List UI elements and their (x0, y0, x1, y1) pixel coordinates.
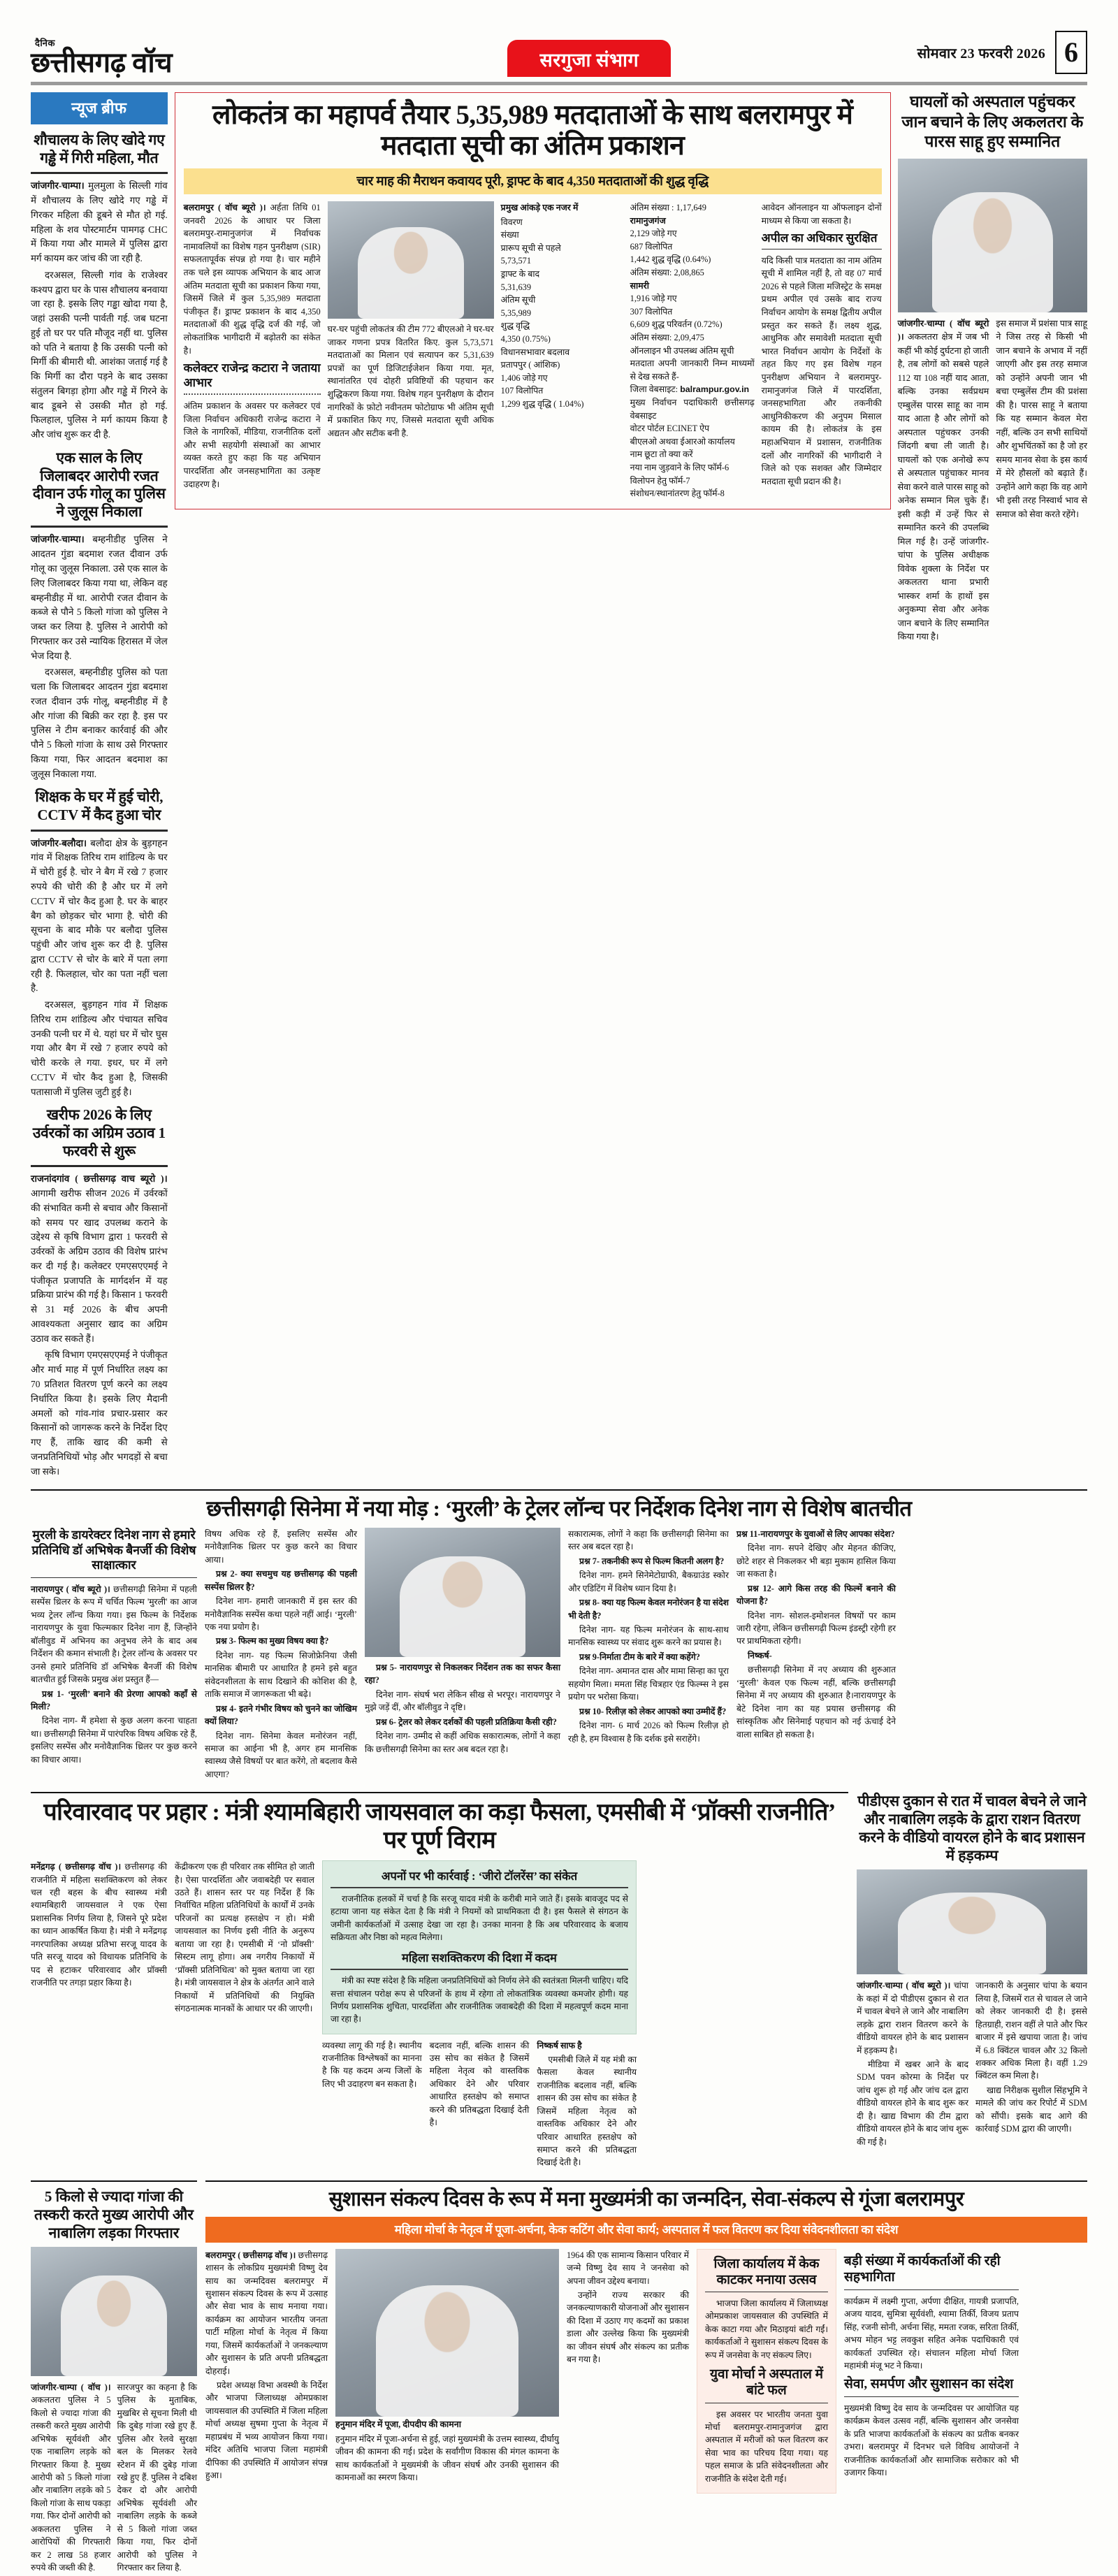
stat-label: प्रारूप सूची से पहले (500, 243, 561, 253)
assembly-line: 6,609 शुद्ध परिवर्तन (0.72%) (630, 319, 723, 330)
qa-answer: दिनेश नाग- उम्मीद से कहीं अधिक सकारात्मक, लोगों ने कहा कि छत्तीसगढ़ी सिनेमा का स्तर अब बदल रहा है। (365, 1731, 560, 1754)
dateline: राजनांदगांव ( छत्तीसगढ़ वाच ब्यूरो )। (31, 1173, 168, 1185)
section-banner-wrap (261, 40, 917, 77)
logo-prefix: दैनिक (35, 38, 55, 48)
para-text: सकारात्मक, लोगों ने कहा कि छत्तीसगढ़ी सिनेमा का स्तर अब बदल रहा है। (568, 1528, 729, 1552)
minister-columns (31, 1860, 848, 2171)
dateline: जांजगीर-चाम्पा। (31, 534, 85, 545)
sidebar-headline: एक साल के लिए जिलाबदर आरोपी रजत दीवान उर्फ गोलू का पुलिस ने जुलूस निकाला (32, 449, 166, 520)
stat-label: ड्राफ्ट के बाद (500, 268, 540, 279)
para-text: छत्तीसगढ़ शासन के लोकप्रिय मुख्यमंत्री विष्णु देव साय का जन्मदिवस बलरामपुर में सुशासन संकल्प दिवस के रूप में उत्साह और सेवा भाव के साथ मनाया गया। कार्यक्रम का आयोजन भारतीय जनता पार्टी महिला मोर्चा के नेतृत्व में किया गया, जिसमें कार्यकर्ताओं ने जनकल्याण और सुशासन के प्रति अपनी प्रतिबद्धता दोहराई। (205, 2250, 328, 2376)
dateline: मनेंद्रगढ़ ( छत्तीसगढ़ वॉच )। (31, 1862, 122, 1872)
minister-story (31, 1792, 848, 2171)
closing-title: निष्कर्ष- (748, 1650, 772, 1660)
online-title: ऑनलाइन भी उपलब्ध अंतिम सूची (630, 345, 734, 356)
pds-col-1 (857, 1979, 968, 2150)
appeal-title: अपील का अधिकार सुरक्षित (761, 231, 878, 245)
ganja-col-1 (31, 2381, 111, 2576)
stat-row (501, 216, 623, 242)
cm-col-5 (844, 2249, 1019, 2494)
qa-question: प्रश्न 2- क्या सचमुच यह छत्तीसगढ़ की पहली सस्पेंस थ्रिलर है? (205, 1569, 357, 1592)
cinema-kicker: मुरली के डायरेक्टर दिनेश नाग से हमारे प्रतिनिधि डॉ अभिषेक बैनर्जी की विशेष साक्षात्कार (31, 1527, 196, 1572)
dateline: जांजगीर-चाम्पा ( वॉच ब्यूरो )। (857, 1981, 951, 1991)
para-text: हनुमान मंदिर में पूजा-अर्चना से हुई, जहां मुख्यमंत्री के उत्तम स्वास्थ्य, दीर्घायु जीवन की कामना की गई। प्रदेश के सर्वांगीण विकास की मंगल कामना के साथ कार्यकर्ताओं ने मुख्यमंत्री के जीवन संघर्ष और उनकी सुशासन की कामनाओं का स्मरण किया। (335, 2433, 560, 2483)
para-text: छत्तीसगढ़ की राजनीति में महिला सशक्तिकरण को लेकर चल रही बहस के बीच स्वास्थ्य मंत्री श्यामबिहारी जायसवाल ने एक ऐसा प्रशासनिक निर्णय लिया है, जिसने पूरे प्रदेश का ध्यान आकर्षित किया है। मंत्री ने मनेंद्रगढ़ नगरपालिका अध्यक्ष प्रतिभा सरजू यादव के पति सरजू यादव को विधायक प्रतिनिधि के पद से हटाकर परिवारवाद और प्रॉक्सी राजनीति पर तगड़ा प्रहार किया है। (31, 1862, 168, 1988)
qa-question: प्रश्न 4- इतने गंभीर विषय को चुनने का जोखिम क्यों लिया? (205, 1703, 357, 1727)
qa-answer: दिनेश नाग- हमारी जानकारी में इस स्तर की मनोवैज्ञानिक सस्पेंस कथा पहले नहीं आई। ‘मुरली’ एक नया प्रयोग है। (205, 1596, 357, 1632)
stat-value: 5,73,571 (500, 256, 532, 266)
logo-title: छत्तीसगढ़ वॉच (31, 47, 173, 78)
cm-col-3 (567, 2249, 689, 2494)
stat-value: 5,35,989 (500, 307, 532, 318)
para-text: दरअसल, बुड़गहन गांव में शिक्षक तिरिथ राम शांडिल्य और पंचायत सचिव उनकी पत्नी घर में थे. यहां घर में चोर घुस गया और बैग में रखे 7 हजार रुपये को चोरी करके ले गया. इधर, घर में लगे CCTV में चोर कैद हुआ है, जिसकी पतासाजी में पुलिस जुटी हुई है। (31, 999, 168, 1097)
bottom-section (15, 2180, 1103, 2576)
assembly-name: रामानुजगंज (630, 215, 666, 226)
assembly-line: अंतिम संख्या : 1,17,649 (630, 202, 706, 212)
dateline: जांजगीर-चाम्पा ( वॉच ब्यूरो )। (897, 318, 989, 342)
assembly-line: 1,442 शुद्ध वृद्धि (0.64%) (630, 254, 711, 265)
cinema-col-2 (205, 1528, 357, 1782)
conclusion-text: एमसीबी जिले में यह मंत्री का फैसला केवल स्थानीय राजनीतिक बदलाव नहीं, बल्कि शासन की उस सोच का संकेत है जिसमें महिला नेतृत्व को वास्तविक अधिकार देने और परिवार आधारित हस्तक्षेप को समाप्त करने की प्रतिबद्धता दिखाई देती है। (537, 2054, 637, 2168)
assembly-line: 2,129 जोड़े गए (630, 229, 677, 239)
sidebar-body (31, 1172, 168, 1479)
para-text: मुख्यमंत्री विष्णु देव साय के जन्मदिवस पर आयोजित यह कार्यक्रम केवल उत्सव नहीं, बल्कि सुशासन और जनसेवा के प्रति भाजपा कार्यकर्ताओं के संकल्प का प्रतीक बनकर उभरा। बलरामपुर में दिनभर चले विविध आयोजनों ने राजनीतिक कार्यकर्ताओं और सामाजिक सरोकार को भी उजागर किया। (844, 2403, 1019, 2478)
forms-line: नया नाम जुड़वाने के लिए फॉर्म-6 (630, 463, 729, 473)
assembly-block (501, 359, 623, 410)
lead-columns (184, 201, 882, 500)
qa-answer: दिनेश नाग- संघर्ष भरा लेकिन सीख से भरपूर। नारायणपुर ने मुझे जड़ें दीं, और बॉलीवुड ने दृष्टि। (365, 1689, 560, 1713)
qa-question: प्रश्न 7- तकनीकी रूप से फिल्म कितनी अलग है? (579, 1556, 725, 1566)
section-rule (31, 1489, 1087, 1491)
right-col-2 (996, 317, 1087, 646)
minister-lower-col-2 (430, 2039, 530, 2171)
masthead (15, 13, 1103, 77)
para-text: अकलतरा क्षेत्र में जब भी कहीं भी कोई दुर्घटना हो जाती है, तब लोगों को सबसे पहले 112 या 108 नहीं याद आता, बल्कि उनका सर्वप्रथम एम्बुलेंस पारस साहू का नाम याद आता है और लोगों को अस्पताल पहुंचकर उनकी जिंदगी बचा ली जाती है। घायलों को एक अनोखे रूप से अस्पताल पहुंचाकर मानव सेवा करने वाले पारस साहू को अनेक सम्मान मिल चुके हैं। इसी कड़ी में उन्हें फिर से सम्मानित करने की उपलब्धि मिल गई है। उन्हें जांजगीर-चांपा के पुलिस अधीक्षक विवेक शुक्ला के निर्देश पर अकलतरा थाना प्रभारी भास्कर शर्मा के हाथों इस अनुकम्पा सेवा और अनेक जान बचाने के लिए सम्मानित किया गया है। (897, 332, 989, 642)
lead-col-1 (184, 201, 321, 500)
minister-lower-cols (322, 2039, 637, 2171)
minister-conclusion (537, 2039, 637, 2171)
divider (31, 1165, 168, 1167)
para-text: केंद्रीकरण एक ही परिवार तक सीमित हो जाती है। ऐसा पारदर्शिता और जवाबदेही पर सवाल उठते हैं। शासन स्तर पर यह निर्देश हैं कि निर्वाचित महिला प्रतिनिधियों के कार्यों में उनके परिजनों का प्रत्यक्ष हस्तक्षेप न हो। मंत्री जायसवाल का निर्णय इसी नीति के अनुरूप बताया जा रहा है। एमसीबी में ‘नो प्रॉक्सी’ सिस्टम लागू होगा। अब नगरीय निकायों में ‘प्रॉक्सी प्रतिनिधित्व’ को मुक्त बताया जा रहा है। मंत्री जायसवाल ने क्षेत्र के अंतर्गत आने वाले निकायों में प्रतिनिधियों की नियुक्ति संगठनात्मक मानकों के आधार पर की जाएगी। (175, 1862, 314, 2013)
qa-answer: दिनेश नाग- सपने देखिए और मेहनत कीजिए, छोटे शहर से निकलकर भी बड़ा मुकाम हासिल किया जा सकता है। (736, 1543, 896, 1579)
district-website-link[interactable]: balrampur.gov.in (680, 384, 750, 395)
lead-subtitle: कलेक्टर राजेन्द्र कटारा ने जताया आभार (183, 361, 321, 389)
para-text: मीडिया में खबर आने के बाद SDM पवन कोरमा के निर्देश पर जांच शुरू हो गई और जांच दल द्वारा वीडियो वायरल होने के बाद शुरू कर दी है। खाद्य विभाग की टीम द्वारा वीडियो वायरल होने के बाद जांच शुरू की गई है। (857, 2060, 968, 2147)
assembly-line: 107 विलोपित (500, 386, 544, 396)
para-text: आगामी खरीफ सीजन 2026 में उर्वरकों की संभावित कमी से बचाव और किसानों को समय पर खाद उपलब्ध कराने के उद्देश्य से कृषि विभाग द्वारा 1 फरवरी से उर्वरकों के अग्रिम उठाव की विशेष प्रारंभ कर दी गई है। कलेक्टर एमएसएएमई ने पंजीकृत प्रजापति के मार्गदर्शन में यह प्रक्रिया प्रारंभ की गई है। किसान 1 फरवरी से 31 मई 2026 के बीच अपनी आवश्यकता अनुसार खाद का अग्रिम उठाव कर सकते हैं। (31, 1188, 168, 1344)
qa-question: प्रश्न 10- रिलीज़ को लेकर आपको क्या उम्मीदें हैं? (579, 1706, 727, 1716)
right-top-story (898, 92, 1087, 1481)
para-text: अर्हता तिथि 01 जनवरी 2026 के आधार पर जिला बलरामपुर-रामानुजगंज में निर्वाचक नामावलियों का विशेष गहन पुनरीक्षण (SIR) सफलतापूर्वक संपन्न हो गया है। चार महीने तक चले इस व्यापक अभियान के बाद आज अंतिम मतदाता सूची का प्रकाशन किया गया, जिसमें जिले में कुल 5,35,989 मतदाता पंजीकृत हैं। ड्राफ्ट प्रकाशन के बाद 4,350 मतदाताओं की शुद्ध वृद्धि दर्ज की गई, जो लोकतांत्रिक भागीदारी में बढ़ोतरी का संकेत है। (183, 202, 321, 356)
cinema-col-4 (568, 1528, 729, 1782)
cm-subtitle: बड़ी संख्या में कार्यकर्ताओं की रही सहभागिता (844, 2253, 1001, 2285)
para-text: छत्तीसगढ़ी सिनेमा में पहली सस्पेंस थ्रिलर के रूप में चर्चित फिल्म 'मुरली' का आज भव्य ट्रेलर लॉन्च किया गया। इस फिल्म के निर्देशक नारायणपुर के युवा फिल्मकार दिनेश नाग हैं, जिन्होंने बॉलीवुड में अभिनय का अनुभव लेने के बाद अब निर्देशन की कमान संभाली है। ट्रेलर लॉन्च के अवसर पर उनसे हमारे प्रतिनिधि डॉ अभिषेक बैनर्जी की विशेष बातचीत हुई जिसके प्रमुख अंश प्रस्तुत हैं— (31, 1584, 197, 1685)
forms-title: नाम छूटा तो क्या करें (630, 449, 693, 460)
conclusion-title: निष्कर्ष साफ है (537, 2040, 582, 2050)
cinema-photo (365, 1528, 560, 1657)
qa-answer: दिनेश नाग- यह फिल्म सिजोफ्रेनिया जैसी मानसिक बीमारी पर आधारित है हमने इसे बहुत संवेदनशीलता के साथ दिखाने की कोशिश की है, ताकि समाज में जागरूकता भी बढ़े। (205, 1650, 357, 1700)
stat-value: 5,31,639 (500, 282, 532, 292)
sidebar-headline: खरीफ 2026 के लिए उर्वरकों का अग्रिम उठाव 1 फरवरी से शुरू (32, 1106, 166, 1159)
minister-lower-col-1 (322, 2039, 422, 2171)
forms-line: विलोपन हेतु फॉर्म-7 (630, 475, 690, 486)
assembly-line: 687 विलोपित (630, 241, 673, 252)
para-text: उन्होंने राज्य सरकार की जनकल्याणकारी योजनाओं और सुशासन की दिशा में उठाए गए कदमों का प्रकाश डाला और उल्लेख किया कि मुख्यमंत्री का जीवन संघर्ष और संकल्प का प्रतीक बन गया है। (567, 2289, 689, 2365)
online-line: मतदाता अपनी जानकारी निम्न माध्यमों से देख सकते हैं- (630, 359, 755, 382)
lead-col-5-appeal (762, 201, 882, 500)
minister-boxes (322, 1860, 637, 2171)
date-and-page (917, 31, 1087, 77)
qa-question: प्रश्न 1- ‘मुरली’ बनाने की प्रेरणा आपको कहाँ से मिली? (31, 1688, 197, 1712)
dateline: नारायणपुर ( वॉच ब्यूरो )। (31, 1584, 110, 1594)
minister-col-2 (175, 1860, 314, 2171)
cm-pink-box-wrap (697, 2249, 836, 2494)
para-text: सारजपुर का कहना है कि पुलिस के मुताबिक, मुखबिर से सूचना मिली थी कि दुबेड़ गांजा रखे हुए हैं. पुलिस और रेलवे सुरक्षा बल के मिलकर रेलवे स्टेशन में की दुबेड़ गांजा रखे हुए हैं. पुलिस ने दबिश देकर दो और आरोपी अभिषेक सूर्यवंशी और नाबालिग लड़के के कब्जे से 5 किलो गांजा जब्त किया गया, फिर दोनों आरोपी को पुलिस ने गिरफ्तार कर लिया है. (117, 2382, 197, 2573)
cinema-col-1 (31, 1528, 197, 1782)
stat-label: अंतिम सूची (500, 295, 536, 305)
sidebar-body (31, 533, 168, 781)
right-photo (898, 159, 1087, 312)
divider (331, 1887, 628, 1888)
para-text: प्रदेश अध्यक्ष विभा अवस्थी के निर्देश और भाजपा जिलाध्यक्ष ओमप्रकाश जायसवाल की उपस्थिति में जिला महिला मोर्चा अध्यक्ष सुषमा गुप्ता के नेतृत्व में महाप्रबंध में भव्य आयोजन किया गया। मंदिर अतिथि भाजपा जिला महामंत्री दीपिका की उपस्थिति में आयोजन संपन्न हुआ। (205, 2380, 328, 2481)
lead-headline: लोकतंत्र का महापर्व तैयार 5,35,989 मतदाताओं के साथ बलरामपुर में मतदाता सूची का अंतिम प्रकाशन (212, 100, 853, 161)
sidebar-item-3 (31, 1106, 168, 1479)
cm-subhead-strip: महिला मोर्चा के नेतृत्व में पूजा-अर्चना, केक कटिंग और सेवा कार्य; अस्पताल में फल वितरण कर दिया संवेदनशीलता का संदेश (205, 2217, 1087, 2243)
qa-answer: दिनेश नाग- सिनेमा केवल मनोरंजन नहीं, समाज का आईना भी है, अगर हम मानसिक स्वास्थ्य जैसे विषयों पर बात करेंगे, तो बदलाव कैसे आएगा? (205, 1730, 357, 1779)
photo-caption: हनुमान मंदिर में पूजा, दीपदीप की कामना (335, 2419, 461, 2429)
page-number: 6 (1055, 31, 1087, 74)
dateline: जांजगीर-चाम्पा। (31, 180, 85, 191)
stat-label: विवरण (500, 217, 523, 227)
assembly-line: 307 विलोपित (630, 306, 673, 317)
box-title: महिला सशक्तिकरण की दिशा में कदम (402, 1951, 557, 1965)
assembly-line: अंतिम संख्या: 2,09,475 (630, 333, 704, 342)
box-text: राजनीतिक हलकों में चर्चा है कि सरजू यादव मंत्री के करीबी माने जाते हैं। इसके बावजूद पद से हटाया जाना यह संकेत देता है कि मंत्री ने नियमों को प्राथमिकता दी है। इस फैसले से संगठन के जमीनी कार्यकर्ताओं में उत्साह देखा जा रहा है। उनका मानना है कि अब परिवारवाद के बजाय सक्रियता और निष्ठा को महत्व मिलेगा। (331, 1894, 628, 1943)
stat-row (501, 319, 623, 345)
cm-photo (335, 2249, 559, 2417)
dateline: बलरामपुर ( वॉच ब्यूरो )। (183, 202, 266, 212)
cm-pink-box (697, 2249, 836, 2494)
ganja-headline: 5 किलो से ज्यादा गांजा की तस्करी करते मुख्य आरोपी और नाबालिग लड़का गिरफ्तार (34, 2187, 194, 2241)
closing-text: छत्तीसगढ़ी सिनेमा में नए अध्याय की शुरुआत ‘मुरली’ केवल एक फिल्म नहीं, बल्कि छत्तीसगढ़ी सिनेमा में नए अध्याय की शुरुआत है।नारायणपुर के बेटे दिनेश नाग का यह प्रयास छत्तीसगढ़ की सांस्कृतिक और सिनेमाई पहचान को नई ऊंचाई देने वाला साबित हो सकता है। (736, 1665, 896, 1739)
forms-line: संशोधन/स्थानांतरण हेतु फॉर्म-8 (630, 489, 725, 499)
qa-answer: दिनेश नाग- 6 मार्च 2026 को फिल्म रिलीज़ हो रही है, हम विश्वास है कि दर्शक इसे सराहेंगे। (568, 1721, 729, 1744)
sidebar-item-2 (31, 788, 168, 1099)
lead-photo (328, 201, 494, 319)
dateline: जांजगीर-बलौदा। (31, 837, 87, 848)
pds-story (857, 1792, 1087, 2171)
section-rule (31, 1792, 848, 1793)
sidebar-body (31, 837, 168, 1100)
lead-col-3-stats (501, 201, 623, 500)
news-brief-sidebar (31, 92, 168, 1481)
assembly-block (630, 201, 755, 345)
cinema-headline: छत्तीसगढ़ी सिनेमा में नया मोड़ : ‘मुरली’ के ट्रेलर लॉन्च पर निर्देशक दिनेश नाग से विशेष बातचीत (206, 1496, 912, 1521)
stat-label: शुद्ध वृद्धि (500, 321, 530, 331)
section-rule (31, 2180, 197, 2182)
cm-birthday-story (205, 2180, 1087, 2576)
qa-answer: दिनेश नाग- अमानत दास और मामा सिन्हा का पूरा सहयोग मिला। ममता सिंह चित्रहार एंड फिल्म्स ने इस प्रयोग पर भरोसा किया। (568, 1666, 729, 1702)
assembly-line: 1,916 जोड़े गए (630, 294, 677, 304)
pink-box-text: भाजपा जिला कार्यालय में जिलाध्यक्ष ओमप्रकाश जायसवाल की उपस्थिति में केक काटा गया और मिठाइयां बांटी गईं। कार्यकर्ताओं ने सुशासन संकल्प दिवस के रूप में जनसेवा के नए संकल्प लिए। (705, 2299, 828, 2360)
pink-box-text: इस अवसर पर भारतीय जनता युवा मोर्चा बलरामपुर-रामानुजगंज द्वारा अस्पताल में मरीजों को फल वितरण कर सेवा भाव का परिचय दिया गया। यह पहल समाज के प्रति संवेदनशीलता और राजनीति के संदेश देती गई। (705, 2409, 828, 2484)
para-text: इस समाज में प्रशंसा पात्र साहू ने जिस तरह से किसी भी जान बचाने के अभाव में नहीं जाएगी और इस तरह समाज को उन्होंने अपनी जान भी बचा एम्बुलेंस टीम की प्रशंसा की है। पारस साहू ने बताया कि यह सम्मान केवल मेरा नहीं, बल्कि उन सभी साथियों और शुभचिंतकों का है जो हर समय मानव सेवा के इस कार्य में मेरे हौसलों को बढ़ाते हैं। उन्होंने आगे कहा कि वह आगे भी इसी तरह निस्वार्थ भाव से समाज को सेवा करते रहेंगे। (996, 318, 1088, 519)
qa-answer: दिनेश नाग- यह फिल्म मनोरंजन के साथ-साथ मानसिक स्वास्थ्य पर संवाद शुरू करने का प्रयास है। (568, 1625, 729, 1648)
sidebar-headline: शिक्षक के घर में हुई चोरी, CCTV में कैद हुआ चोर (35, 788, 164, 824)
para-text: विषय अधिक रहे हैं, इसलिए सस्पेंस और मनोवैज्ञानिक थ्रिलर पर कुछ करने का विचार आया। (205, 1528, 357, 1565)
para-text: बम्हनीडीह पुलिस ने आदतन गुंडा बदमाश रजत दीवान उर्फ गोलू का जुलूस निकाला. उसे एक साल के लिए जिलाबदर किया गया था, लेकिन वह बम्हनीडीह में था. आरोपी रजत दीवान के कब्जे से पौने 5 किलो गांजा को पुलिस ने जब्त कर लिया है. पुलिस ने आरोपी को गिरफ्तार कर उसे न्यायिक हिरासत में जेल भेज दिया है. (31, 534, 168, 661)
assembly-name: सामरी (630, 280, 649, 291)
pds-headline: पीडीएस दुकान से रात में चावल बेचने ले जाने और नाबालिग लड़के के द्वारा राशन वितरण करने के वीडियो वायरल होने के बाद प्रशासन में हड़कम्प (857, 1793, 1087, 1865)
sidebar-item-1 (31, 449, 168, 781)
para-text: 1964 की एक सामान्य किसान परिवार में जन्मे विष्णु देव साय ने जनसेवा को अपना जीवन उद्देश्य बनाया। (567, 2250, 689, 2286)
divider (184, 393, 321, 395)
divider (31, 172, 168, 174)
minister-headline: परिवारवाद पर प्रहार : मंत्री श्यामबिहारी जायसवाल का कड़ा फैसला, एमसीबी में ‘प्रॉक्सी राजनीति’ पर पूर्ण विराम (43, 1800, 836, 1853)
para-text: अंतिम प्रकाशन के अवसर पर कलेक्टर एवं जिला निर्वाचन अधिकारी राजेन्द्र कटारा ने जिले के नागरिकों, मीडिया, राजनीतिक दलों और सभी सहयोगी संस्थाओं का आभार व्यक्त करते हुए कहा कि यह अभियान पारदर्शिता और जनसहभागिता का उत्कृष्ट उदाहरण है। (183, 401, 321, 489)
sidebar-headline: शौचालय के लिए खोदे गए गड्ढे में गिरी महिला, मौत (34, 131, 165, 166)
stat-row (501, 268, 623, 294)
assembly-line: अंतिम संख्या: 2,08,865 (630, 267, 704, 277)
minister-col-1 (31, 1860, 167, 2171)
cm-subtitle: सेवा, समर्पण और सुशासन का संदेश (844, 2377, 1014, 2392)
para-text: खाद्य निरीक्षक सुशील सिंहभूमि ने मामले की जांच कर रिपोर्ट में SDM को सौंपी। इसके बाद आगे की कार्रवाई SDM द्वारा की जाएगी। (975, 2085, 1087, 2134)
assembly-line: 1,299 शुद्ध वृद्धि ( 1.04%) (500, 399, 584, 410)
assembly-title: विधानसभावार बदलाव (500, 347, 570, 357)
top-section (15, 85, 1103, 1481)
ganja-col-2 (117, 2381, 198, 2576)
lead-subhead: चार माह की मैराथन कवायद पूरी, ड्राफ्ट के बाद 4,350 मतदाताओं की शुद्ध वृद्धि (184, 168, 882, 194)
right-body-cols (898, 317, 1087, 646)
stat-row (501, 242, 623, 268)
para-text: चांपा के कहां में दो पीडीएस दुकान से रात में चावल बेचने ले जाने और नाबालिग लड़के द्वारा राशन वितरण करने के वीडियो वायरल होने के बाद प्रशासन में हड़कम्प है। (857, 1981, 968, 2055)
box-title: अपनों पर भी कार्रवाई : ‘जीरो टॉलरेंस’ का संकेत (381, 1869, 578, 1883)
stats-title: प्रमुख आंकड़े एक नजर में (500, 202, 579, 212)
assembly-name: प्रतापपुर ( आंशिक) (500, 360, 560, 370)
qa-answer: दिनेश नाग- मैं हमेशा से कुछ अलग करना चाहता था। छत्तीसगढ़ी सिनेमा में पारंपरिक विषय अधिक रहे हैं, इसलिए सस्पेंस और मनोवैज्ञानिक थ्रिलर पर कुछ करने का विचार आया। (31, 1716, 197, 1765)
para-text: कृषि विभाग एमएसएएमई ने पंजीकृत और मार्च माह में पूर्ण निर्धारित लक्ष्य का 70 प्रतिशत वितरण पूर्ण करने का लक्ष्य निर्धारित किया है। इसके लिए मैदानी अमलों को गांव-गांव प्रचार-प्रसार कर किसानों को जागरूक करने के निर्देश दिए गए हैं, ताकि खाद की कमी से जनप्रतिनिधियों भोड़ और भगदड़ों से बचा जा सके। (31, 1349, 168, 1477)
pds-col-2 (975, 1979, 1087, 2150)
qa-question: प्रश्न 6- ट्रेलर को लेकर दर्शकों की पहली प्रतिक्रिया कैसी रही? (376, 1716, 557, 1727)
divider (31, 830, 168, 832)
dateline: जांजगीर-चाम्पा ( वॉच )। (31, 2382, 111, 2392)
ganja-body-cols (31, 2381, 197, 2576)
stat-value: संख्या (500, 230, 519, 240)
ganja-photo (31, 2247, 197, 2376)
pds-photo (857, 1869, 1087, 1974)
ganja-story (31, 2180, 197, 2576)
para-text: अकलतरा पुलिस ने 5 किलो से ज्यादा गांजा की तस्करी करते मुख्य आरोपी अभिषेक सूर्यवंशी और एक नाबालिग लड़के को गिरफ्तार किया है. मुख्य आरोपी को 5 किलो गांजा और नाबालिग लड़के को 5 किलो गांजा के साथ पकड़ा गया. फिर दोनों आरोपी को अकलतरा पुलिस ने आरोपियों की गिरफ्तारी कर 2 लाख 58 हजार रुपये की जब्ती की है. (31, 2395, 111, 2573)
zero-tolerance-box (322, 1860, 637, 2034)
qa-question: प्रश्न 12- आगे किस तरह की फिल्में बनाने की योजना है? (736, 1583, 896, 1607)
para-text: यदि किसी पात्र मतदाता का नाम अंतिम सूची में शामिल नहीं है, तो वह 07 मार्च 2026 से पहले जिला मजिस्ट्रेट के समक्ष प्रथम अपील एवं उसके बाद राज्य निर्वाचन आयोग के समक्ष द्वितीय अपील प्रस्तुत कर सकते हैं। लक्ष्य शुद्ध, आधुनिक और समावेशी मतदाता सूची भारत निर्वाचन आयोग के निर्देशों के तहत किए गए इस विशेष गहन पुनरीक्षण अभियान ने बलरामपुर-रामानुजगंज जिले में पारदर्शिता, जनसहभागिता और तकनीकी आधुनिकीकरण की अनुपम मिसाल कायम की है। लोकतंत्र के इस महाअभियान में प्रशासन, राजनीतिक दलों और नागरिकों की भागीदारी ने जिले को एक सशक्त और जिम्मेदार मतदाता सूची प्रदान की है। (761, 255, 882, 486)
right-col-1 (898, 317, 989, 646)
section-banner: सरगुजा संभाग (507, 40, 671, 77)
newspaper-logo (31, 36, 261, 77)
lead-col-2 (328, 201, 494, 500)
box-text: मंत्री का स्पष्ट संदेश है कि महिला जनप्रतिनिधियों को निर्णय लेने की स्वतंत्रता मिलनी चाहिए। यदि सत्ता संचालन परोक्ष रूप से परिजनों के हाथ में रहेगा तो लोकतांत्रिक व्यवस्था कमजोर होगी। यह निर्णय प्रशासनिक शुचिता, पारदर्शिता और राजनीतिक जवाबदेही की दिशा में महत्वपूर्ण कदम माना जा रहा है। (331, 1976, 628, 2025)
news-brief-header: न्यूज ब्रीफ (31, 92, 168, 124)
online-line: जिला वेबसाइट: balrampur.gov.in (630, 384, 750, 395)
section-rule (205, 2180, 1087, 2182)
cinema-col-5 (736, 1528, 896, 1782)
para-text: बलौदा क्षेत्र के बुड़गहन गांव में शिक्षक तिरिथ राम शांडिल्य के घर में चोरी हुई है. चोर ने बैग में रखे 7 हजार रुपये की चोरी की है और घर में लगे CCTV में चोर कैद हुआ है. घर के बाहर बैग को छोड़कर चोर भागा है. चोरी की सूचना के बाद मौके पर बलौदा पुलिस पहुंची और जांच शुरू कर दी है. पुलिस द्वारा CCTV से चोर के बारे में पता लगा रही है. फिलहाल, चोर का पता नहीं चला है. (31, 837, 168, 994)
assembly-line: 1,406 जोड़े गए (500, 372, 548, 383)
qa-question: प्रश्न 8- क्या यह फिल्म केवल मनोरंजन है या संदेश भी देती है? (568, 1598, 729, 1621)
cm-col-2-photo (335, 2249, 559, 2494)
qa-question: प्रश्न 9-निर्माता टीम के बारे में क्या कहेंगे? (579, 1651, 700, 1662)
para-text: कार्यक्रम में लक्ष्मी गुप्ता, अर्पणा दीक्षित, गायत्री प्रजापति, अजय यादव, सुमित्रा सूर्यवंशी, श्यामा तिर्की, विजय प्रताप सिंह, रजनी सोनी, अर्चना सिंह, ममता रजक, सरिता तिर्की, अभय मोहन भट्ट लवकुश सहित अनेक पदाधिकारी एवं कार्यकर्ता उपस्थित रहे। संचालन महिला मोर्चा जिला महामंत्री मंजू भट ने किया। (844, 2296, 1019, 2371)
para-text: व्यवस्था लागू की गई है। स्थानीय राजनीतिक विश्लेषकों का मानना है कि यह कदम अन्य जिलों के लिए भी उदाहरण बन सकता है। (322, 2040, 422, 2089)
sidebar-body (31, 179, 168, 442)
pink-box-title: युवा मोर्चा ने अस्पताल में बांटे फल (709, 2367, 823, 2398)
divider (844, 2396, 1019, 2397)
online-line: वोटर पोर्टल ECINET ऐप (630, 424, 709, 434)
divider (31, 1577, 197, 1578)
divider (31, 526, 168, 528)
para-text: मुलमुला के सिल्ली गांव में शौचालय के लिए खोदे गए गड्ढे में गिरकर महिला की डूबने से मौत हो गई. महिला के शव पोस्टमार्टम पामगढ़ CHC में किया गया और मामले में पुलिस द्वारा मर्ग कायम कर जांच की जा रही है. (31, 180, 168, 264)
right-headline: घायलों को अस्पताल पहुंचकर जान बचाने के लिए अकलतरा के पारस साहू हुए सम्मानित (901, 93, 1084, 151)
para-text: जानकारी के अनुसार चांपा के बयान लिया है, जिसमें रात से चावल ले जाने को लेकर जानकारी दी है। इससे हितग्राही, राशन वहीं ले पाते और फिर बाजार में इसे खपाया जाता है। जांच में 6.8 क्विंटल चावल और 32 किलो शक्कर अधिक मिला है। वहीं 1.29 क्विंटल कम मिला है। (975, 1981, 1087, 2081)
cinema-col-3 (365, 1528, 560, 1782)
qa-question: प्रश्न 5- नारायणपुर से निकलकर निर्देशन तक का सफर कैसा रहा? (365, 1662, 560, 1686)
lead-story-box (175, 92, 891, 509)
para-text: दरअसल, सिल्ली गांव के राजेश्वर कश्यप द्वारा घर के पास शौचालय बनवाया जा रहा है. इसके लिए गड्ढा खोदा गया है, जहां उसकी पत्नी पार्वती गई. जब घटना हुई तो घर पर पति मौजूद नहीं था. पुलिस को पति ने बताया है कि उसकी पत्नी को मिर्गी की बीमारी थी. आशंका जताई गई है कि मिर्गी का दौरा पड़ने के बाद उसका संतुलन बिगड़ा होगा और गड्ढे में गिरने के बाद डूबने से उसकी मौत हो गई. फिलहाल, पुलिस ने मर्ग कायम किया है और जांच शुरू कर दी है. (31, 269, 168, 440)
para-text: दरअसल, बम्हनीडीह पुलिस को पता चला कि जिलाबदर आदतन गुंडा बदमाश रजत दीवान उर्फ गोलू, बम्हनीडीह में है और गांजा की बिक्री कर रहा है. इस पर पुलिस ने टीम बनाकर कार्रवाई की और पौने 5 किलो गांजा के साथ उसे गिरफ्तार किया गया, फिर आदतन बदमाश का जुलूस निकाला गया. (31, 667, 168, 779)
qa-answer: दिनेश नाग- हमने सिनेमेटोग्राफी, बैकग्राउंड स्कोर और एडिटिंग में विशेष ध्यान दिया है। (568, 1570, 729, 1593)
cm-col-1 (205, 2249, 328, 2494)
lead-story (175, 92, 891, 1481)
stat-row (501, 294, 623, 319)
stat-value: 4,350 (0.75%) (500, 334, 551, 344)
minister-pds-section (15, 1792, 1103, 2171)
sidebar-item-0 (31, 131, 168, 442)
divider (331, 1969, 628, 1970)
pds-body-cols (857, 1979, 1087, 2150)
para-text: बदलाव नहीं, बल्कि शासन की उस सोच का संकेत है जिसमें महिला नेतृत्व को वास्तविक अधिकार देने और परिवार आधारित हस्तक्षेप को समाप्त करने की प्रतिबद्धता दिखाई देती है। (429, 2040, 530, 2128)
cm-columns (205, 2249, 1087, 2494)
dateline: बलरामपुर ( छत्तीसगढ़ वॉच )। (205, 2250, 296, 2260)
cinema-section (15, 1489, 1103, 1782)
cinema-columns (31, 1528, 1087, 1782)
online-line: मुख्य निर्वाचन पदाधिकारी छत्तीसगढ़ वेबसाइट (630, 398, 755, 421)
qa-question: प्रश्न 11-नारायणपुर के युवाओं से लिए आपका संदेश? (736, 1528, 895, 1539)
para-text: घर-घर पहुंची लोकतंत्र की टीम 772 बीएलओ ने घर-घर जाकर गणना प्रपत्र वितरित किए. कुल 5,73,571 मतदाताओं का मिलान एवं सत्यापन कर 5,31,639 प्रपत्रों का पूर्ण डिजिटाईजेशन किया गया. मृत, स्थानांतरित एवं दोहरी प्रविष्टियों की पहचान कर शुद्धिकरण किया गया. विशेष गहन पुनरीक्षण के दौरान नागरिकों के फ़ोटो नवीनतम फोटोग्राफ भी अंतिम सूची में प्रकाशित किए गए, जिससे मतदाता सूची अधिक अद्यतन और सटीक बनी है. (327, 324, 494, 438)
lead-col-4 (630, 201, 755, 500)
pink-box-title: जिला कार्यालय में केक काटकर मनाया उत्सव (713, 2256, 820, 2287)
publication-date: सोमवार 23 फरवरी 2026 (917, 45, 1045, 61)
online-line: बीएलओ अथवा ईआरओ कार्यालय (630, 436, 735, 447)
qa-question: प्रश्न 3- फिल्म का मुख्य विषय क्या है? (216, 1636, 329, 1647)
para-text: आवेदन ऑनलाइन या ऑफलाइन दोनों माध्यम से किया जा सकता है। (761, 202, 882, 226)
divider (844, 2289, 1019, 2290)
cm-headline: सुशासन संकल्प दिवस के रूप में मना मुख्यमंत्री का जन्मदिन, सेवा-संकल्प से गूंजा बलरामपुर (328, 2187, 964, 2210)
qa-answer: दिनेश नाग- सोशल-इमोशनल विषयों पर काम जारी रहेगा, लेकिन छत्तीसगढ़ी फिल्म इंडस्ट्री रहेगी हर पर प्राथमिकता रहेगी। (736, 1610, 896, 1647)
